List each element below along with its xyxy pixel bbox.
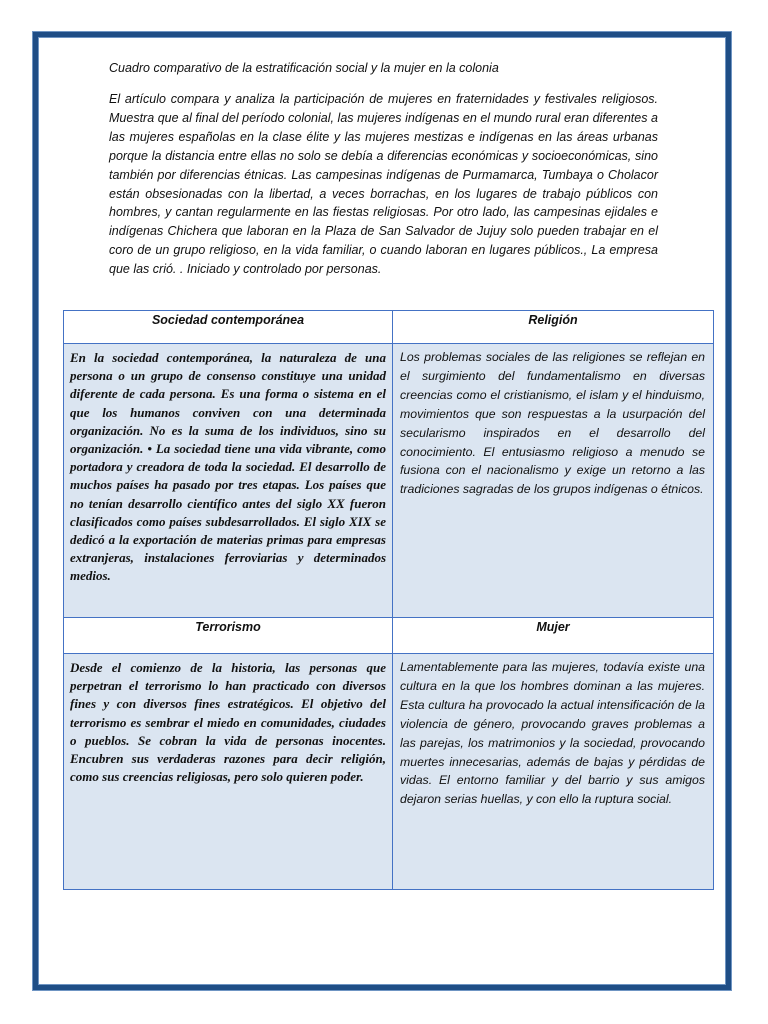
header-religion — [393, 311, 713, 344]
document-title: Cuadro comparativo de la estratificación social y la mujer en la colonia — [109, 61, 499, 75]
header-terrorismo — [64, 618, 393, 654]
header-mujer — [393, 618, 713, 654]
header-religion-label: Religión — [528, 313, 578, 327]
intro-paragraph: El artículo compara y analiza la participación de mujeres en fraternidades y festivales religiosos. Muestra que al final del período colonial, las mujeres indígenas en el mundo rural eran diferentes a las mujeres españolas en la clase élite y las mujeres mestizas e indígenas en las áreas urbanas porque la distancia entre ellas no solo se debía a diferencias económicas y socioeconómicas, sino también por diferencias étnicas. Las campesinas indígenas de Purmamarca, Tumbaya o Cholacor están obsesionadas con la libertad, a veces borrachas, en los lugares de trabajo públicos con hombres, y cantan regularmente en las fiestas religiosas. Por otro lado, las campesinas ejidales e indígenas Chichera que laboran en la Plaza de San Salvador de Jujuy solo pueden trabajar en el coro de un grupo religioso, en la vida familiar, o cuando laboran en lugares públicos., La empresa que las crió. . Iniciado y controlado por personas. — [109, 92, 658, 277]
cell-sociedad: En la sociedad contemporánea, la naturaleza de una persona o un grupo de consenso constituye una unidad diferente de cada persona. Es una forma o sistema en el que los humanos conviven con una determinada organización. No es la suma de los individuos, sino su organización. • La sociedad tiene una vida vibrante, como portadora y creadora de toda la sociedad. El desarrollo de muchos países ha pasado por tres etapas. Los países que no tenían desarrollo científico antes del siglo XX fueron clasificados como países subdesarrollados. El siglo XIX se dedicó a la exportación de materias primas para empresas extranjeras, instalaciones ferroviarias y determinados medios. — [64, 344, 393, 618]
header-terrorismo-label: Terrorismo — [195, 620, 261, 634]
cell-religion: Los problemas sociales de las religiones se reflejan en el surgimiento del fundamentalismo en diversas creencias como el cristianismo, el islam y el hinduismo, movimientos que son respuestas a la usurpación del secularismo inspirados en el desarrollo del conocimiento. El entusiasmo religioso a menudo se fusiona con el nacionalismo y exige un retorno a las tradiciones sagradas de los grupos indígenas o étnicos. — [393, 344, 713, 618]
cell-mujer: Lamentablemente para las mujeres, todavía existe una cultura en la que los hombres dominan a las mujeres. Esta cultura ha provocado la actual intensificación de la violencia de género, provocando graves problemas a las parejas, los matrimonios y la sociedad, provocando muertes innecesarias, además de bajas y pérdidas de vidas. El entorno familiar y del barrio y sus amigos dejaron serias huellas, y con ello la ruptura social. — [393, 654, 713, 889]
header-sociedad — [64, 311, 393, 344]
header-sociedad-label: Sociedad contemporánea — [151, 313, 305, 327]
cell-terrorismo: Desde el comienzo de la historia, las personas que perpetran el terrorismo lo han practicado con diversos fines y con diversos fines estratégicos. El objetivo del terrorismo es sembrar el miedo en comunidades, ciudades o pueblos. Se cobran la vida de personas inocentes. Encubren sus verdaderas razones para decir religión, como sus creencias religiosas, pero solo quieren poder. — [64, 654, 393, 889]
header-mujer-label: Mujer — [536, 620, 570, 634]
comparison-table — [63, 310, 714, 890]
